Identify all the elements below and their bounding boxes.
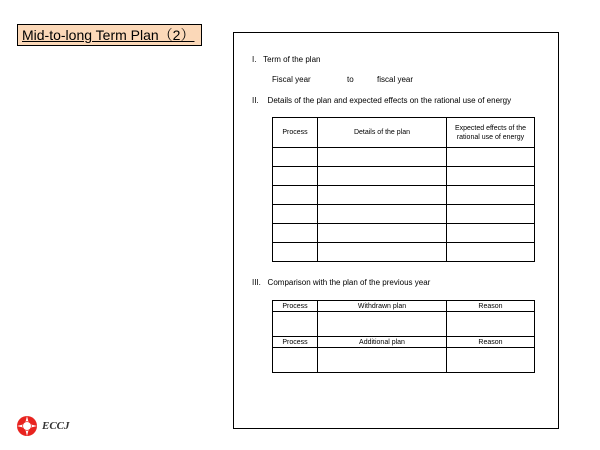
to-label: to bbox=[347, 75, 354, 84]
col-process-header: Process bbox=[273, 118, 318, 148]
withdrawn-process-header: Process bbox=[273, 301, 318, 312]
table-row bbox=[273, 205, 535, 224]
col-details-header: Details of the plan bbox=[318, 118, 447, 148]
table-row bbox=[273, 148, 535, 167]
page-title-box bbox=[17, 24, 202, 46]
table-row bbox=[273, 348, 535, 373]
plan-details-table bbox=[272, 117, 535, 262]
page-title: Mid-to-long Term Plan（2） bbox=[22, 27, 195, 43]
section1-heading: I. Term of the plan bbox=[252, 55, 321, 64]
withdrawn-plan-header: Withdrawn plan bbox=[318, 301, 447, 312]
col-effects-header: Expected effects of the rational use of energy bbox=[447, 118, 535, 148]
plan-comparison-table bbox=[272, 300, 535, 373]
table-row bbox=[273, 243, 535, 262]
plan-form-document bbox=[233, 32, 559, 429]
section2-heading: II. Details of the plan and expected effects on the rational use of energy bbox=[252, 96, 512, 105]
eccj-logo-icon bbox=[14, 415, 40, 437]
table-row bbox=[273, 186, 535, 205]
fiscal-year-end-label: fiscal year bbox=[377, 75, 414, 84]
fiscal-year-label: Fiscal year bbox=[272, 75, 311, 84]
table-row bbox=[273, 167, 535, 186]
table-row bbox=[273, 312, 535, 337]
additional-process-header: Process bbox=[273, 337, 318, 348]
additional-reason-header: Reason bbox=[447, 337, 535, 348]
logo-text: ECCJ bbox=[42, 420, 70, 432]
section3-heading: III. Comparison with the plan of the previous year bbox=[252, 278, 431, 287]
table-row bbox=[273, 224, 535, 243]
additional-plan-header: Additional plan bbox=[318, 337, 447, 348]
withdrawn-reason-header: Reason bbox=[447, 301, 535, 312]
